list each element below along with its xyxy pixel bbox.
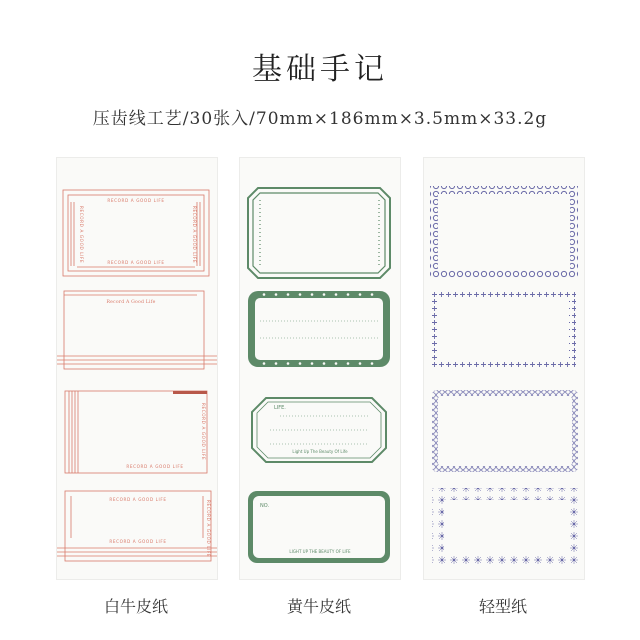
page-title: 基础手记: [252, 52, 388, 87]
card-3-frame: [432, 390, 578, 472]
card-3-accent: [173, 391, 207, 394]
card-3-frame: [65, 391, 207, 473]
card-4-tagline: LIGHT UP THE BEAUTY OF LIFE: [289, 549, 351, 554]
product-spec: 压齿线工艺/30张入/70mm×186mm×3.5mm×33.2g: [92, 109, 548, 129]
yellow-kraft-cards: [240, 158, 400, 579]
card-4-label: NO.: [260, 503, 270, 509]
caption-light-paper: 轻型纸: [478, 597, 527, 616]
card-2-frame: [432, 291, 576, 369]
card-1-text-top: RECORD A GOOD LIFE: [107, 198, 165, 203]
card-4-text-top: RECORD A GOOD LIFE: [109, 497, 167, 502]
sample-strip-light-paper: [423, 157, 585, 580]
caption-yellow-kraft: 黄牛皮纸: [286, 597, 351, 616]
white-kraft-cards: [57, 158, 217, 579]
card-2-text: Record A Good Life: [106, 300, 156, 305]
card-4-frame: [432, 488, 578, 568]
card-3-tagline: Light Up The Beauty Of Life: [292, 449, 348, 454]
card-1-frame: [430, 186, 578, 278]
sample-strip-yellow-kraft: [239, 157, 401, 580]
light-paper-cards: [424, 158, 584, 579]
sample-strip-white-kraft: [56, 157, 218, 580]
card-3-label: LIFE.: [274, 405, 286, 411]
card-1-text-bottom: RECORD A GOOD LIFE: [107, 260, 165, 265]
card-1-frame: [248, 188, 390, 278]
card-3-text-bottom: RECORD A GOOD LIFE: [126, 464, 184, 469]
card-4-text-bottom: RECORD A GOOD LIFE: [109, 539, 167, 544]
card-1-text-right: RECORD A GOOD LIFE: [192, 206, 197, 264]
card-4-text-right: RECORD A GOOD LIFE: [206, 500, 211, 558]
card-3-text-right: RECORD A GOOD LIFE: [201, 403, 206, 461]
card-2-frame: [248, 291, 390, 367]
caption-white-kraft: 白牛皮纸: [103, 597, 168, 616]
card-1-text-left: RECORD A GOOD LIFE: [79, 206, 84, 264]
